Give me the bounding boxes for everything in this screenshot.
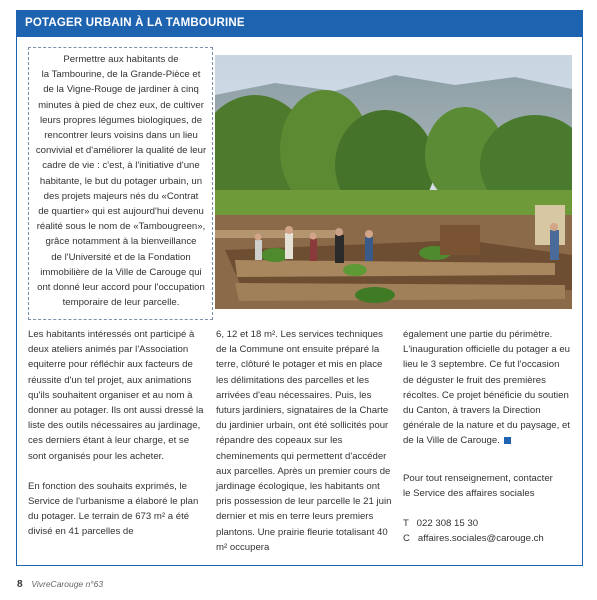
intro-line: grâce notamment à la bienveillance [45,236,197,248]
col2-paragraph-1: 6, 12 et 18 m². Les services techniques de la Commune ont ensuite préparé la terre, clôturé le potager et mis en place les délimitations des parcelles et les arrivées d'eau nécessaires. Puis, les futurs jardiniers, signataires de la Charte du jardinier urbain, ont été sollicités pour répandre des copeaux sur les cheminements qui permettent d'accéder aux parcelles. Après un premier cours de jardinage écologique, les habitants ont pris possession de leur parcelle le 21 juin dernier et mis en terre leurs premiers plantons. Une prairie fleurie totalisant 40 m² occupera [216,329,392,553]
col3-paragraph-1 [403,327,571,449]
intro-line: minutes à pied de chez eux, de cultiver [38,99,204,111]
contact-email[interactable]: C affaires.sociales@carouge.ch [403,533,544,545]
column-1 [28,327,206,555]
intro-line: rencontrer leurs voisins dans un lieu [44,130,198,142]
intro-line: la Tambourine, de la Grande-Pièce et [41,69,201,81]
contact-phone: T 022 308 15 30 [403,518,479,530]
page-number: 8 [17,579,23,590]
intro-line: temporaire de leur parcelle. [62,297,180,309]
magazine-name: VivreCarouge n°63 [31,579,104,589]
column-3 [403,327,571,546]
intro-line: de la Vigne-Rouge de jardiner à cinq [43,84,199,96]
intro-line: habitante, le but du potager urbain, un [39,175,203,187]
intro-line: de l'Université et de la Fondation [51,251,191,263]
garden-photo-image [215,55,572,309]
contact-intro-line-1: Pour tout renseignement, contacter [403,472,553,484]
intro-line: Permettre aux habitants de [63,54,179,65]
intro-text [28,52,214,310]
col3-paragraph-text: également une partie du périmètre. L'inauguration officielle du potager a eu lieu le 3 septembre. Ce fut l'occasion de déguster le fruit des premières récoltes. Ce projet bénéficie du soutien du Canton, à travers la Direction générale de la nature et du paysage, et de la Ville de Carouge. [403,329,571,447]
intro-line: des projets majeurs nés du «Contrat [43,190,199,202]
col1-paragraph-1: Les habitants intéressés ont participé à deux ateliers animés par l'Association equiterre pour réfléchir aux facteurs de réussite d'un tel projet, aux animations qu'ils souhaitent organiser et au nom à donner au potager. Ils ont aussi dressé la liste des outils nécessaires au jardinage, ces derniers étant à leur charge, et se sont organisés pour les acheter. [28,329,204,462]
column-2 [216,327,394,570]
intro-line: ont donné leur accord pour l'occupation [37,282,205,294]
col1-paragraph-2: En fonction des souhaits exprimés, le Service de l'urbanisme a élaboré le plan du potager. Le terrain de 673 m² a été divisé en 41 parcelles de [28,480,199,538]
article-header-bar [17,11,582,37]
garden-photo [215,55,572,309]
intro-line: réalité sous le nom de «Tambougreen», [36,221,206,233]
article-frame [16,10,583,566]
intro-line: immobilière de la Ville de Carouge qui [40,266,202,278]
intro-line: de quartier» qui est aujourd'hui devenu [38,206,204,218]
article-title: POTAGER URBAIN À LA TAMBOURINE [25,17,245,29]
end-of-article-mark [504,437,511,444]
contact-intro-line-2: le Service des affaires sociales [403,487,535,499]
intro-line: cadre de vie : c'est, à l'initiative d'une [42,160,200,172]
intro-line: leurs propres légumes biologiques, de [39,114,203,126]
page-footer [17,579,103,590]
intro-line: convivial et d'améliorer la qualité de leur [35,145,207,157]
